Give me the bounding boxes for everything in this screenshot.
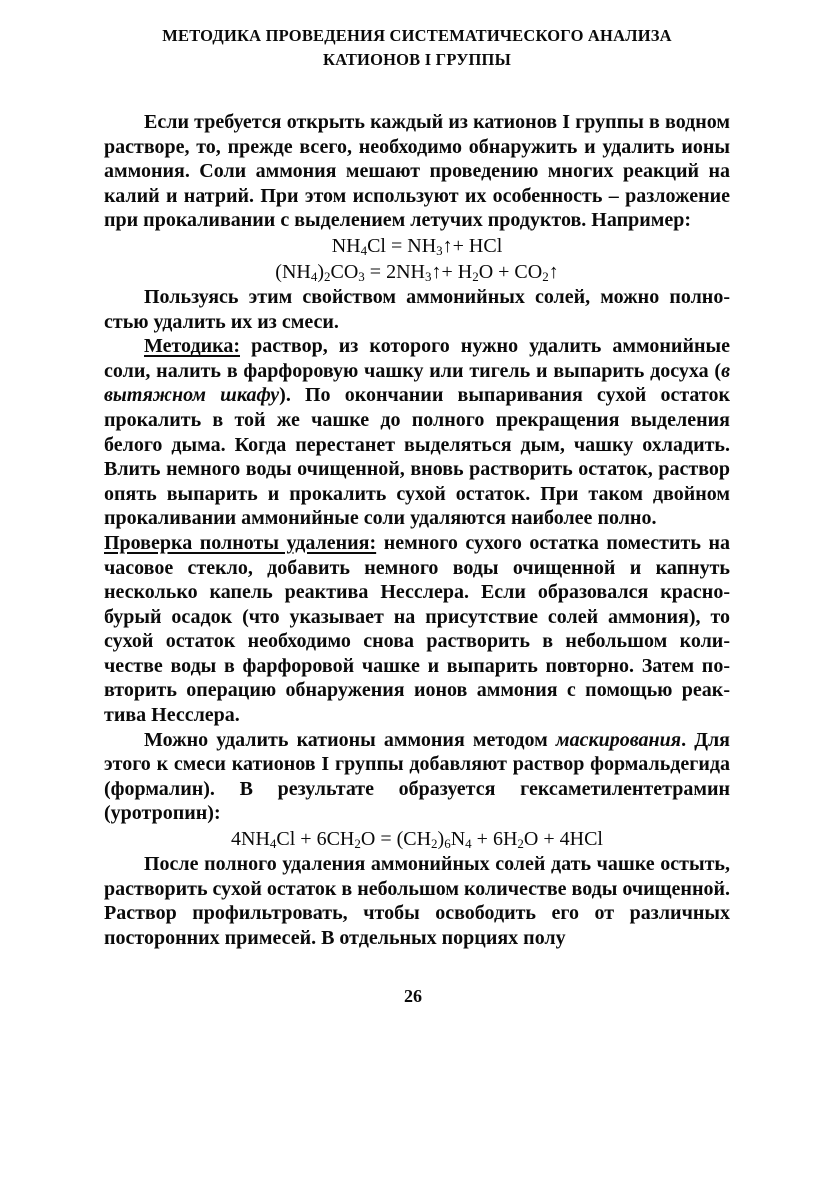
method-label: Методика: [144,335,240,358]
equation-ammonium-chloride [104,233,730,259]
eq3-part-a: 4NH [231,828,270,851]
eq1-part-c: ↑+ HCl [442,234,503,257]
document-page [104,24,730,950]
eq3-part-b: Cl + 6CH [276,828,355,851]
eq2-part-e: ↑+ H [431,260,473,283]
eq2-sub-b: 2 [324,268,331,284]
eq2-part-g: ↑ [548,260,559,283]
eq2-part-f: O + CO [478,260,543,283]
body-text [104,110,730,950]
eq2-sub-a: 4 [310,268,318,284]
paragraph-after-removal: После полного удаления аммонийных солей дать чашке остыть, растворить сухой остаток в небольшом количестве воды очищенной. Раствор профильтровать, чтобы освободить его от различных посторонних примесей. В отдельных порциях полу [104,853,730,949]
paragraph-completeness-check [104,531,730,728]
eq3-sub-d: 6 [444,836,451,852]
eq3-part-c: O = (CH [360,828,432,851]
masking-text-b: . Для этого к смеси катионов I группы добавляют раствор формальдегида (формалин). В результате образуется гексаметилентетрамин (уротропин): [104,728,730,825]
equation-urotropine [104,826,730,852]
eq2-sub-d: 3 [424,268,432,284]
check-text: немного сухого остатка поместить на часовое стекло, добавить немного воды очищенной и капнуть несколько капель реактива Несслера. Если образовался краснобурый осадок (что указывает на присутствие солей аммония), то сухой остаток необходимо снова растворить в небольшом количестве воды в фарфоровой чашке и выпарить повторно. Затем повторить операцию обнаружения ионов аммония с помощью реактива Несслера. [104,531,730,727]
eq3-sub-e: 4 [465,836,472,852]
masking-text-italic: маскирования [555,728,682,751]
paragraph-intro: Если требуется открыть каждый из катионов I группы в водном растворе, то, прежде всего, необходимо обнаружить и удалить ионы аммония. Соли аммония мешают проведению многих реакций на калий и натрий. При этом используют их особенность – разложение при прокаливании с выделением летучих продуктов. Например: [104,111,730,232]
paragraph-method [104,334,730,531]
method-text-b: ). По окончании выпаривания сухой остаток прокалить в той же чашке до полного прекращения выделения белого дыма. Когда перестанет выделяться дым, чашку охладить. Влить немного воды очищенной, вновь растворить остаток, раствор опять выпарить и прокалить сухой остаток. При таком двойном прокаливании аммонийные соли удаляются наиболее полно. [104,384,730,530]
title-line-2: КАТИОНОВ I ГРУППЫ [323,50,511,69]
masking-text-a: Можно удалить катионы аммония методом [144,728,556,751]
eq1-part-a: NH [331,234,361,257]
eq3-sub-b: 2 [354,836,361,852]
page-title [104,24,730,72]
eq3-sub-c: 2 [431,836,438,852]
eq1-sub-b: 3 [436,242,443,258]
paragraph-masking [104,728,730,826]
eq3-part-g: O + 4HCl [523,828,603,851]
method-text-a: раствор, из которого нужно удалить аммонийные соли, налить в фарфоровую чашку или тигель и выпарить досуха ( [104,335,730,382]
eq3-part-d: ) [437,828,445,851]
eq2-part-d: = 2NH [364,260,425,283]
eq2-part-b: ) [317,260,324,283]
paragraph-property: Пользуясь этим свойством аммонийных солей, можно полностью удалить их из смеси. [104,285,730,333]
eq3-part-e: N [450,828,466,851]
eq1-sub-a: 4 [360,242,368,258]
eq3-sub-f: 2 [517,836,524,852]
equation-ammonium-carbonate [104,259,730,285]
method-text-italic: в вытяжном шкафу [104,359,730,407]
eq2-part-c: CO [330,260,359,283]
eq3-sub-a: 4 [269,836,277,852]
page-number: 26 [404,986,422,1006]
eq3-part-f: + 6H [471,828,518,851]
eq2-sub-c: 3 [358,268,365,284]
eq2-sub-f: 2 [542,268,549,284]
title-line-1: МЕТОДИКА ПРОВЕДЕНИЯ СИСТЕМАТИЧЕСКОГО АНАЛИЗА [162,26,672,45]
check-label: Проверка полноты удаления: [104,531,377,554]
eq1-part-b: Cl = NH [367,234,437,257]
eq2-sub-e: 2 [472,268,479,284]
eq2-part-a: (NH [275,260,311,283]
